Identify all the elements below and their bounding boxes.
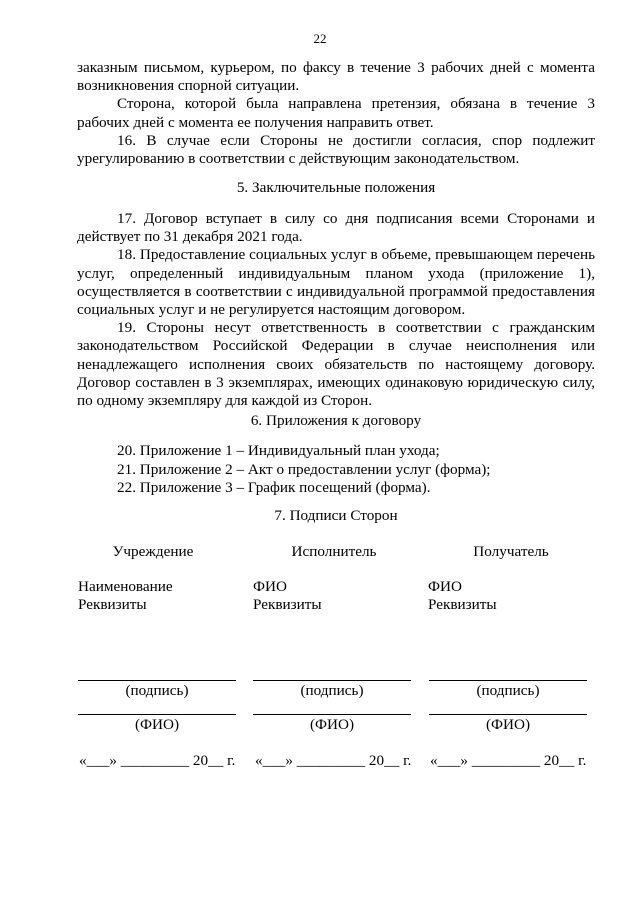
name-line-executor	[253, 714, 411, 715]
section-6-heading: 6. Приложения к договору	[250, 412, 422, 429]
signature-caption: (подпись)	[125, 682, 189, 699]
signature-line-institution	[78, 680, 236, 681]
signature-line-recipient	[429, 680, 587, 681]
recipient-details-label: Реквизиты	[428, 596, 497, 613]
section-5-paragraphs	[77, 210, 595, 410]
column-title-institution: Учреждение	[112, 543, 194, 560]
paragraph-19: 19. Стороны несут ответственность в соответствии с гражданским законодательством Российской Федерации в случае неисполнения или ненадлежащего исполнения своих обязательств по настоящему договору. Договор составлен в 3 экземплярах, имеющих одинаковую юридическую силу, по одному экземпляру для каждой из Сторон.	[77, 319, 595, 410]
appendix-item-3: 22. Приложение 3 – График посещений (форма).	[117, 479, 431, 496]
institution-details-label: Реквизиты	[78, 596, 147, 613]
name-caption: (ФИО)	[485, 716, 531, 733]
institution-name-label: Наименование	[78, 578, 173, 595]
recipient-name-label: ФИО	[428, 578, 462, 595]
paragraph-18: 18. Предоставление социальных услуг в объеме, превышающем перечень услуг, определенный индивидуальным планом ухода (приложение 1), осуществляется в соответствии с индивидуальной программой предоставления социальных услуг и не регулируется настоящим договором.	[77, 246, 595, 319]
column-title-recipient: Получатель	[473, 543, 549, 560]
signature-caption: (подпись)	[476, 682, 540, 699]
name-line-institution	[78, 714, 236, 715]
section-5-heading: 5. Заключительные положения	[236, 179, 436, 196]
name-line-recipient	[429, 714, 587, 715]
appendix-item-1: 20. Приложение 1 – Индивидуальный план ухода;	[117, 442, 440, 459]
section-7-heading: 7. Подписи Сторон	[274, 507, 398, 524]
name-caption: (ФИО)	[134, 716, 180, 733]
executor-name-label: ФИО	[253, 578, 287, 595]
paragraph-response: Сторона, которой была направлена претензия, обязана в течение 3 рабочих дней с момента ее получения направить ответ.	[77, 95, 595, 131]
column-title-executor: Исполнитель	[291, 543, 377, 560]
date-line-institution: «___» _________ 20__ г.	[79, 752, 236, 769]
name-caption: (ФИО)	[309, 716, 355, 733]
signature-caption: (подпись)	[300, 682, 364, 699]
paragraph-continuation: заказным письмом, курьером, по факсу в течение 3 рабочих дней с момента возникновения спорной ситуации.	[77, 59, 595, 95]
date-line-executor: «___» _________ 20__ г.	[255, 752, 412, 769]
signature-line-executor	[253, 680, 411, 681]
appendix-item-2: 21. Приложение 2 – Акт о предоставлении услуг (форма);	[117, 461, 491, 478]
paragraph-17: 17. Договор вступает в силу со дня подписания всеми Сторонами и действует по 31 декабря 2021 года.	[77, 210, 595, 246]
executor-details-label: Реквизиты	[253, 596, 322, 613]
paragraph-16: 16. В случае если Стороны не достигли согласия, спор подлежит урегулированию в соответствии с действующим законодательством.	[77, 131, 595, 168]
top-paragraphs	[77, 59, 595, 168]
date-line-recipient: «___» _________ 20__ г.	[430, 752, 587, 769]
page-number: 22	[313, 31, 327, 46]
